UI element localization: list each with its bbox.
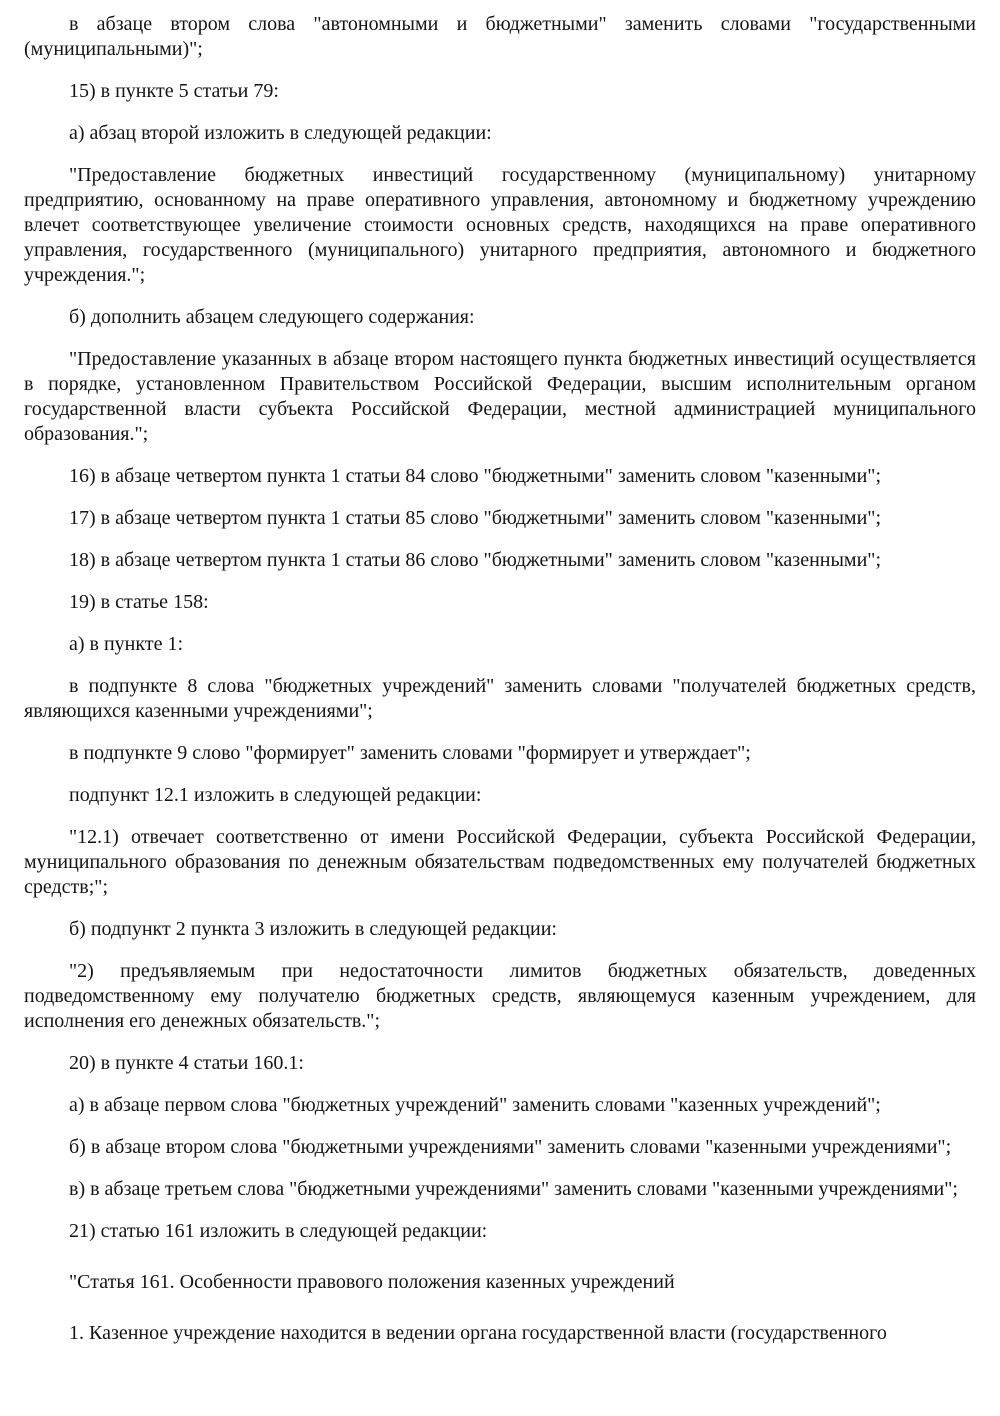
paragraph-11: а) в пункте 1:	[69, 633, 184, 655]
paragraph-19: а) в абзаце первом слова "бюджетных учреждений" заменить словами "казенных учреждений";	[69, 1094, 881, 1116]
paragraph-18: 20) в пункте 4 статьи 160.1:	[69, 1052, 304, 1074]
paragraph-4: "Предоставление бюджетных инвестиций государственному (муниципальному) унитарному предприятию, основанному на праве оперативного управления, автономному и бюджетному учреждению влечет соответствующее увеличение стоимости основных средств, находящихся на праве оперативного управления, государственного (муниципального) унитарного предприятия, автономного и бюджетного учреждения.";	[24, 164, 976, 286]
paragraph-1: в абзаце втором слова "автономными и бюджетными" заменить словами "государственными (муниципальными)";	[24, 13, 976, 60]
paragraph-15: "12.1) отвечает соответственно от имени Российской Федерации, субъекта Российской Федерации, муниципального образования по денежным обязательствам подведомственных ему получателей бюджетных средств;";	[24, 826, 976, 898]
paragraph-12: в подпункте 8 слова "бюджетных учреждений" заменить словами "получателей бюджетных средств, являющихся казенными учреждениями";	[24, 675, 976, 722]
paragraph-6: "Предоставление указанных в абзаце втором настоящего пункта бюджетных инвестиций осуществляется в порядке, установленном Правительством Российской Федерации, высшим исполнительным органом государственной власти субъекта Российской Федерации, местной администрацией муниципального образования.";	[24, 348, 976, 445]
paragraph-20: б) в абзаце втором слова "бюджетными учреждениями" заменить словами "казенными учреждениями";	[69, 1136, 952, 1158]
paragraph-10: 19) в статье 158:	[69, 591, 209, 613]
article-heading: "Статья 161. Особенности правового положения казенных учреждений	[69, 1271, 675, 1293]
paragraph-16: б) подпункт 2 пункта 3 изложить в следующей редакции:	[69, 918, 557, 940]
paragraph-24: 1. Казенное учреждение находится в ведении органа государственной власти (государственного	[69, 1322, 887, 1344]
paragraph-14: подпункт 12.1 изложить в следующей редакции:	[69, 784, 482, 806]
paragraph-2: 15) в пункте 5 статьи 79:	[69, 80, 279, 102]
paragraph-7: 16) в абзаце четвертом пункта 1 статьи 84 слово "бюджетными" заменить словом "казенными";	[69, 465, 882, 487]
paragraph-17: "2) предъявляемым при недостаточности лимитов бюджетных обязательств, доведенных подведомственному ему получателю бюджетных средств, являющемуся казенным учреждением, для исполнения его денежных обязательств.";	[24, 960, 976, 1032]
paragraph-8: 17) в абзаце четвертом пункта 1 статьи 85 слово "бюджетными" заменить словом "казенными";	[69, 507, 882, 529]
paragraph-22: 21) статью 161 изложить в следующей редакции:	[69, 1220, 488, 1242]
paragraph-5: б) дополнить абзацем следующего содержания:	[69, 306, 475, 328]
paragraph-21: в) в абзаце третьем слова "бюджетными учреждениями" заменить словами "казенными учреждениями";	[69, 1178, 958, 1200]
paragraph-9: 18) в абзаце четвертом пункта 1 статьи 86 слово "бюджетными" заменить словом "казенными";	[69, 549, 882, 571]
paragraph-13: в подпункте 9 слово "формирует" заменить словами "формирует и утверждает";	[69, 742, 751, 764]
paragraph-3: а) абзац второй изложить в следующей редакции:	[69, 122, 492, 144]
